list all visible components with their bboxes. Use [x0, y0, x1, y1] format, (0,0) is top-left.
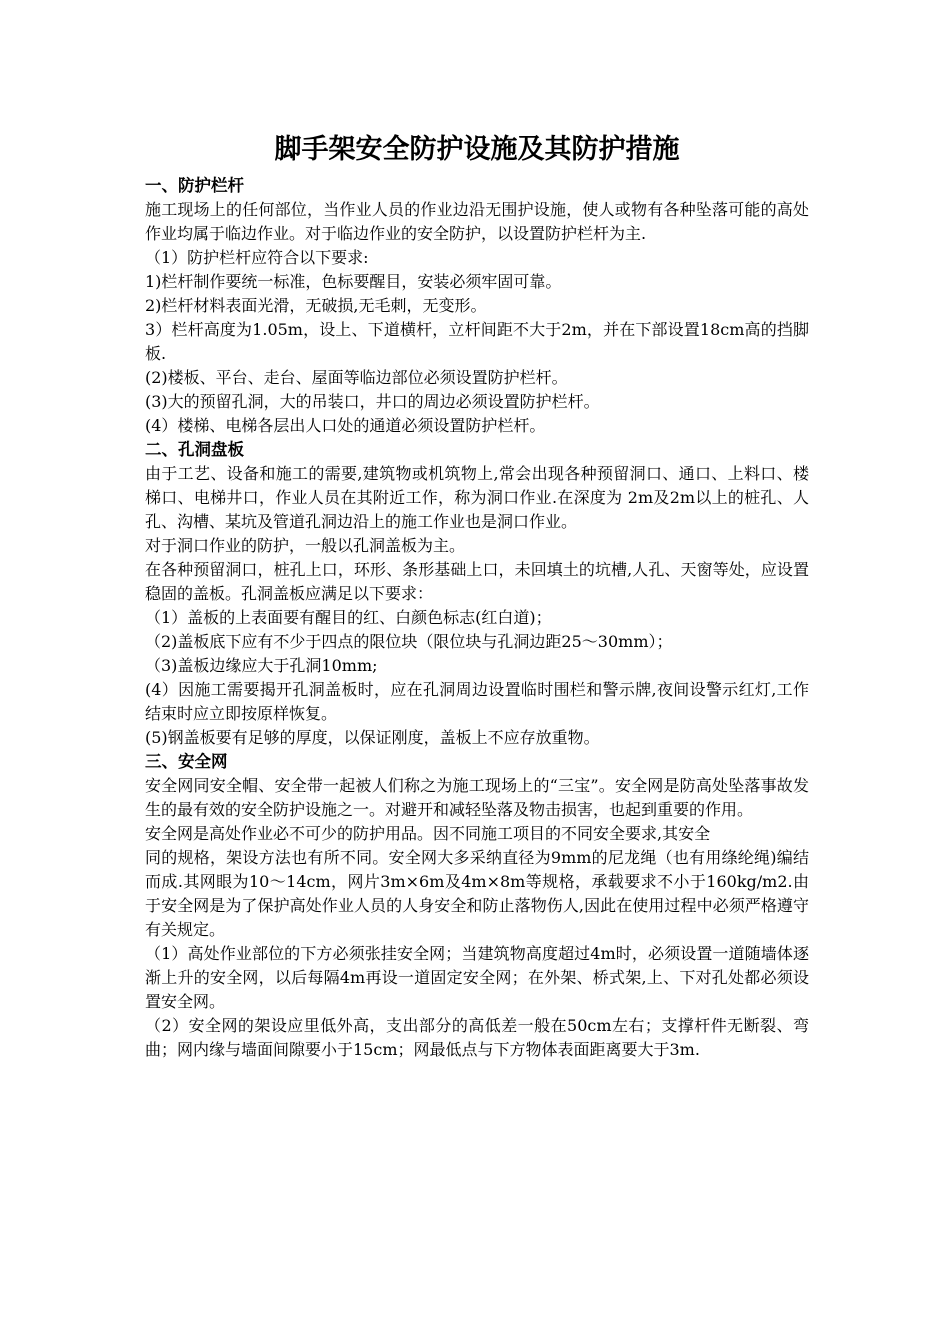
paragraph: 施工现场上的任何部位，当作业人员的作业边沿无围护设施，使人或物有各种坠落可能的高处作业均属于临边作业。对于临边作业的安全防护，以设置防护栏杆为主.	[145, 200, 809, 243]
paragraph: （2)盖板底下应有不少于四点的限位块（限位块与孔洞边距25～30mm）；	[145, 632, 673, 651]
paragraph: 2)栏杆材料表面光滑，无破损,无毛刺，无变形。	[145, 296, 487, 315]
section-guardrail	[145, 174, 809, 438]
paragraph: (4）因施工需要揭开孔洞盖板时，应在孔洞周边设置临时围栏和警示牌,夜间设警示红灯,工作结束时应立即按原样恢复。	[145, 680, 809, 723]
paragraph: (4）楼梯、电梯各层出人口处的通道必须设置防护栏杆。	[145, 416, 546, 435]
section-hole-cover	[145, 438, 809, 750]
paragraph: （1）盖板的上表面要有醒目的红、白颜色标志(红白道)；	[145, 608, 552, 627]
section-safety-net	[145, 750, 809, 1062]
section-heading: 一、防护栏杆	[145, 176, 244, 195]
section-heading: 二、孔洞盘板	[145, 440, 244, 459]
paragraph: (5)钢盖板要有足够的厚度，以保证刚度，盖板上不应存放重物。	[145, 728, 600, 747]
paragraph: （2）安全网的架设应里低外高，支出部分的高低差一般在50cm左右；支撑杆件无断裂、弯曲；网内缘与墙面间隙要小于15cm；网最低点与下方物体表面距离要大于3m.	[145, 1016, 809, 1059]
paragraph: 对于洞口作业的防护，一般以孔洞盖板为主。	[145, 536, 466, 555]
document-page	[145, 130, 809, 1062]
paragraph: 安全网同安全帽、安全带一起被人们称之为施工现场上的“三宝”。安全网是防高处坠落事故发生的最有效的安全防护设施之一。对避开和减轻坠落及物击损害，也起到重要的作用。	[145, 776, 809, 819]
section-heading: 三、安全网	[145, 752, 228, 771]
paragraph: 由于工艺、设备和施工的需要,建筑物或机筑物上,常会出现各种预留洞口、通口、上料口、楼梯口、电梯井口，作业人员在其附近工作，称为洞口作业.在深度为 2m及2m以上的桩孔、人孔、沟槽、某坑及管道孔洞边沿上的施工作业也是洞口作业。	[145, 464, 809, 531]
paragraph: (2)楼板、平台、走台、屋面等临边部位必须设置防护栏杆。	[145, 368, 568, 387]
paragraph: 在各种预留洞口，桩孔上口，环形、条形基础上口，未回填土的坑槽,人孔、天窗等处，应设置稳固的盖板。孔洞盖板应满足以下要求：	[145, 560, 809, 603]
paragraph: 安全网是高处作业必不可少的防护用品。因不同施工项目的不同安全要求,其安全	[145, 824, 711, 843]
paragraph: 1)栏杆制作要统一标准，色标要醒目，安装必须牢固可靠。	[145, 272, 562, 291]
paragraph: （3)盖板边缘应大于孔洞10mm;	[145, 656, 378, 675]
paragraph: 3）栏杆高度为1.05m，设上、下道横杆，立杆间距不大于2m，并在下部设置18cm高的挡脚板.	[145, 320, 809, 363]
document-title: 脚手架安全防护设施及其防护措施	[274, 134, 680, 165]
paragraph: （1）高处作业部位的下方必须张挂安全网；当建筑物高度超过4m时，必须设置一道随墙体逐渐上升的安全网，以后每隔4m再设一道固定安全网；在外架、桥式架,上、下对孔处都必须设置安全网。	[145, 944, 809, 1011]
paragraph: (3)大的预留孔洞，大的吊装口，井口的周边必须设置防护栏杆。	[145, 392, 600, 411]
paragraph: （1）防护栏杆应符合以下要求:	[145, 248, 369, 267]
paragraph: 同的规格，架设方法也有所不同。安全网大多采纳直径为9mm的尼龙绳（也有用绦纶绳)编结而成.其网眼为10～14cm，网片3m×6m及4m×8m等规格，承载要求不小于160kg/m2.由于安全网是为了保护高处作业人员的人身安全和防止落物伤人,因此在使用过程中必须严格遵守有关规定。	[145, 848, 809, 939]
